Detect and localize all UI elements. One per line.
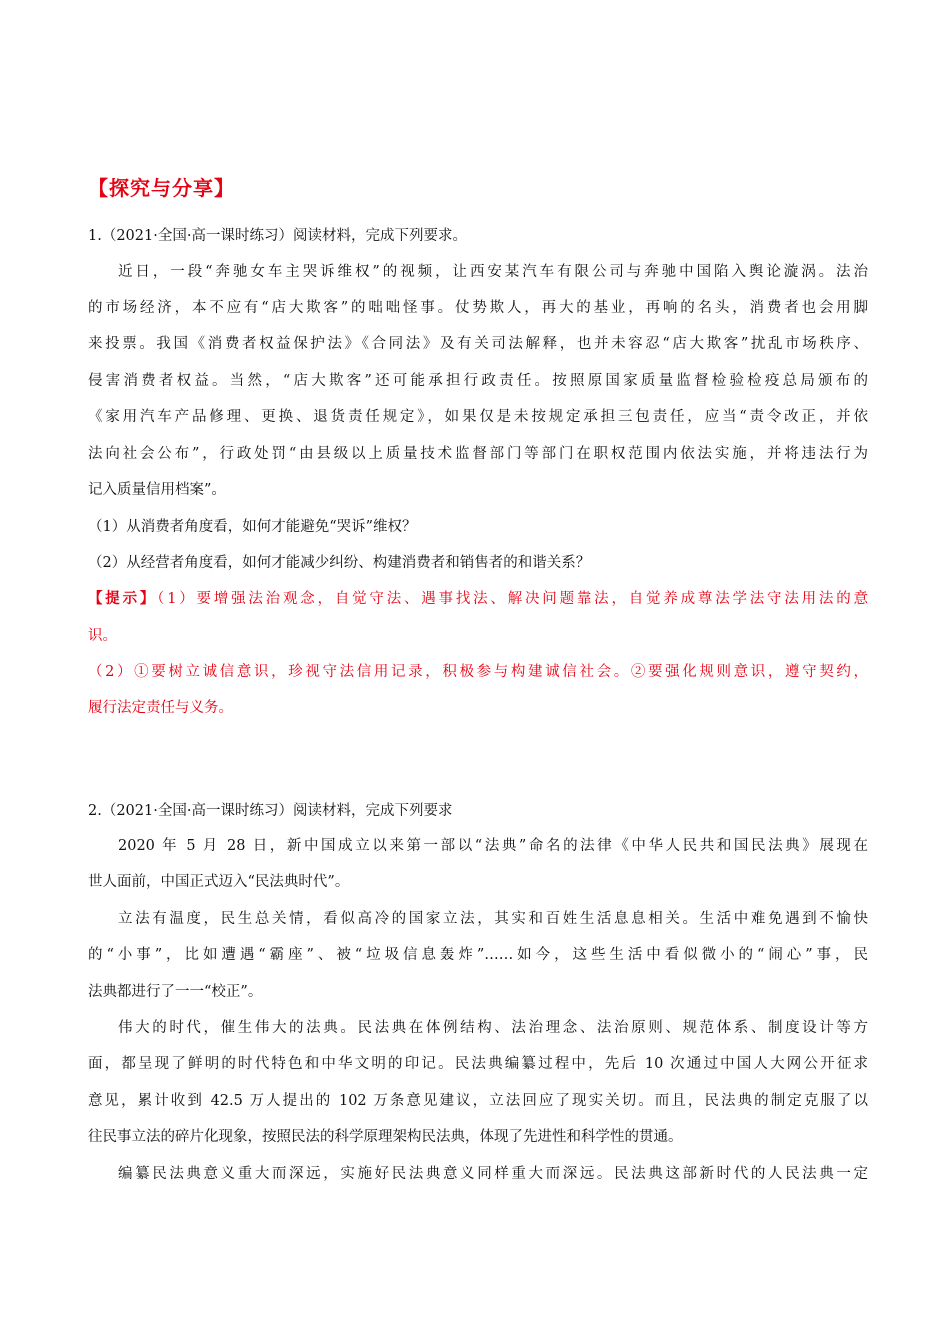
q2-paragraph-line: 2020 年 5 月 28 日，新中国成立以来第一部以“法典”命名的法律《中华人民共和国民法典》展现在 (118, 838, 868, 854)
q2-paragraph-line: 的“小事”，比如遭遇“霸座”、被“垃圾信息轰炸”……如今，这些生活中看似微小的“闹心”事，民 (88, 947, 868, 963)
q1-subquestion-1: （1）从消费者角度看，如何才能避免“哭诉”维权？ (88, 519, 417, 535)
section-title: 【探究与分享】 (88, 176, 235, 200)
q1-hint-line (88, 589, 868, 609)
q2-paragraph-line: 意见，累计收到 42.5 万人提出的 102 万条意见建议，立法回应了现实关切。而且，民法典的制定克服了以 (88, 1093, 868, 1109)
hint-text: （1）要增强法治观念，自觉守法、遇事找法、解决问题靠法，自觉养成尊法学法守法用法的意 (157, 591, 869, 607)
q1-passage-line: 法向社会公布”，行政处罚“由县级以上质量技术监督部门等部门在职权范围内依法实施，并将违法行为 (88, 446, 868, 462)
q1-passage-line: 侵害消费者权益。当然，“店大欺客”还可能承担行政责任。按照原国家质量监督检验检疫总局颁布的 (88, 373, 868, 389)
q1-hint-line: 履行法定责任与义务。 (88, 700, 233, 716)
question-2-header: 2.（2021·全国·高一课时练习）阅读材料，完成下列要求 (88, 803, 453, 819)
q2-paragraph-line: 编纂民法典意义重大而深远，实施好民法典意义同样重大而深远。民法典这部新时代的人民法典一定 (118, 1166, 868, 1182)
q2-paragraph-line: 世人面前，中国正式迈入“民法典时代”。 (88, 874, 350, 890)
q1-passage-line: 来投票。我国《消费者权益保护法》《合同法》及有关司法解释，也并未容忍“店大欺客”扰乱市场秩序、 (88, 336, 868, 352)
q2-paragraph-line: 往民事立法的碎片化现象，按照民法的科学原理架构民法典，体现了先进性和科学性的贯通。 (88, 1129, 683, 1145)
q1-subquestion-2: （2）从经营者角度看，如何才能减少纠纷、构建消费者和销售者的和谐关系？ (88, 555, 591, 571)
q2-paragraph-line: 面，都呈现了鲜明的时代特色和中华文明的印记。民法典编纂过程中，先后 10 次通过中国人大网公开征求 (88, 1056, 868, 1072)
question-1-header: 1.（2021·全国·高一课时练习）阅读材料，完成下列要求。 (88, 228, 467, 244)
q1-passage-line: 记入质量信用档案”。 (88, 482, 226, 498)
q2-paragraph-line: 法典都进行了一一“校正”。 (88, 984, 263, 1000)
q2-paragraph-line: 伟大的时代，催生伟大的法典。民法典在体例结构、法治理念、法治原则、规范体系、制度设计等方 (118, 1020, 868, 1036)
q1-passage-line: 的市场经济，本不应有“店大欺客”的咄咄怪事。仗势欺人，再大的基业，再响的名头，消费者也会用脚 (88, 300, 868, 316)
q2-paragraph-line: 立法有温度，民生总关情，看似高冷的国家立法，其实和百姓生活息息相关。生活中难免遇到不愉快 (118, 911, 868, 927)
hint-label: 【提示】 (88, 590, 158, 607)
q1-hint-line: 识。 (88, 628, 117, 644)
q1-passage-line: 《家用汽车产品修理、更换、退货责任规定》，如果仅是未按规定承担三包责任，应当“责令改正，并依 (88, 409, 868, 425)
q1-passage-line: 近日，一段“奔驰女车主哭诉维权”的视频，让西安某汽车有限公司与奔驰中国陷入舆论漩涡。法治 (118, 264, 868, 280)
q1-hint-line: （2）①要树立诚信意识，珍视守法信用记录，积极参与构建诚信社会。②要强化规则意识，遵守契约， (88, 664, 868, 680)
